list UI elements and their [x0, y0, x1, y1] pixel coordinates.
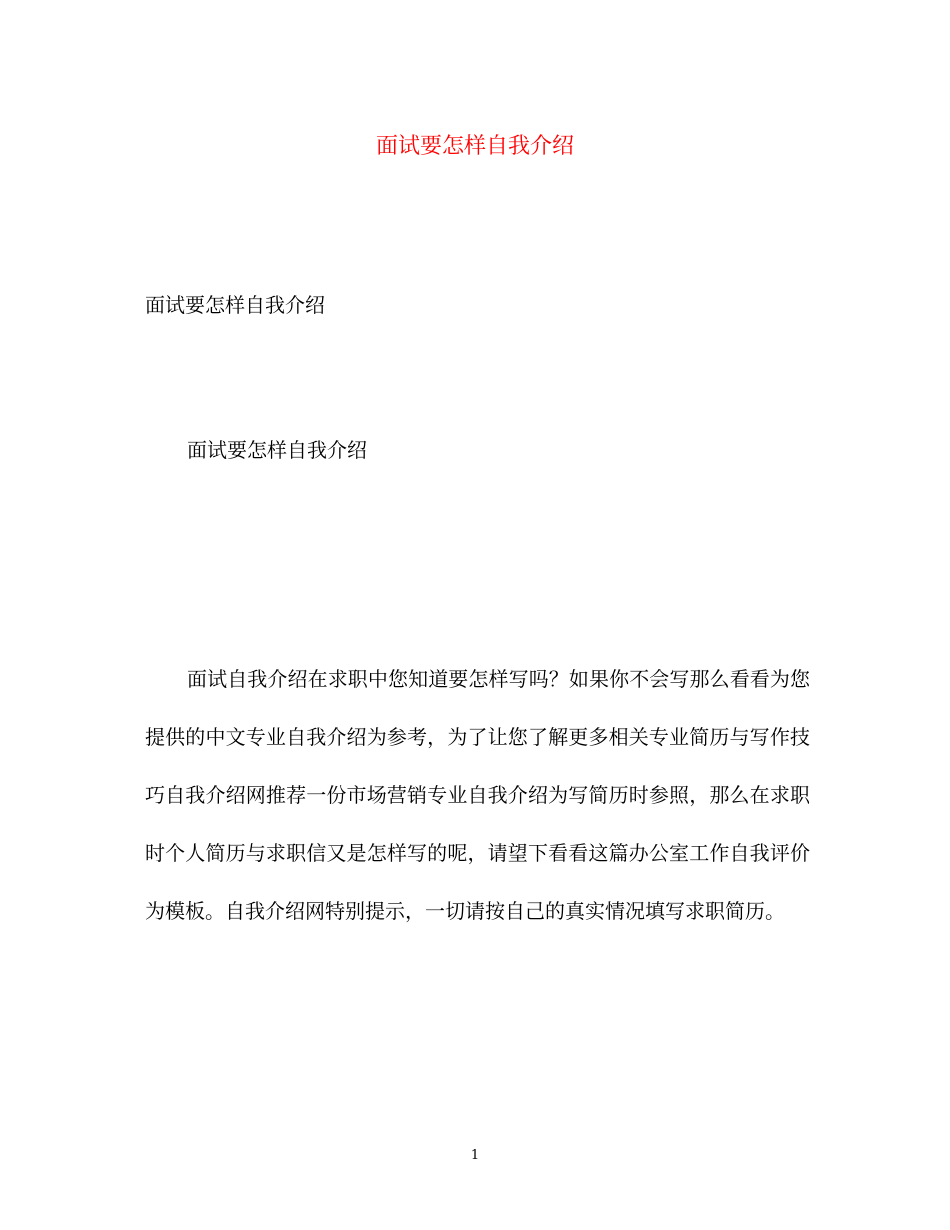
page-number: 1 [470, 1148, 480, 1163]
section-heading: 面试要怎样自我介绍 [187, 438, 367, 462]
body-paragraph: 面试自我介绍在求职中您知道要怎样写吗？如果你不会写那么看看为您提供的中文专业自我介绍为参考，为了让您了解更多相关专业简历与写作技巧自我介绍网推荐一份市场营销专业自我介绍为写简历时参照，那么在求职时个人简历与求职信又是怎样写的呢，请望下看看这篇办公室工作自我评价为模板。自我介绍网特别提示，一切请按自己的真实情况填写求职简历。 [145, 667, 810, 923]
document-subtitle: 面试要怎样自我介绍 [145, 293, 325, 317]
document-title: 面试要怎样自我介绍 [375, 134, 574, 159]
